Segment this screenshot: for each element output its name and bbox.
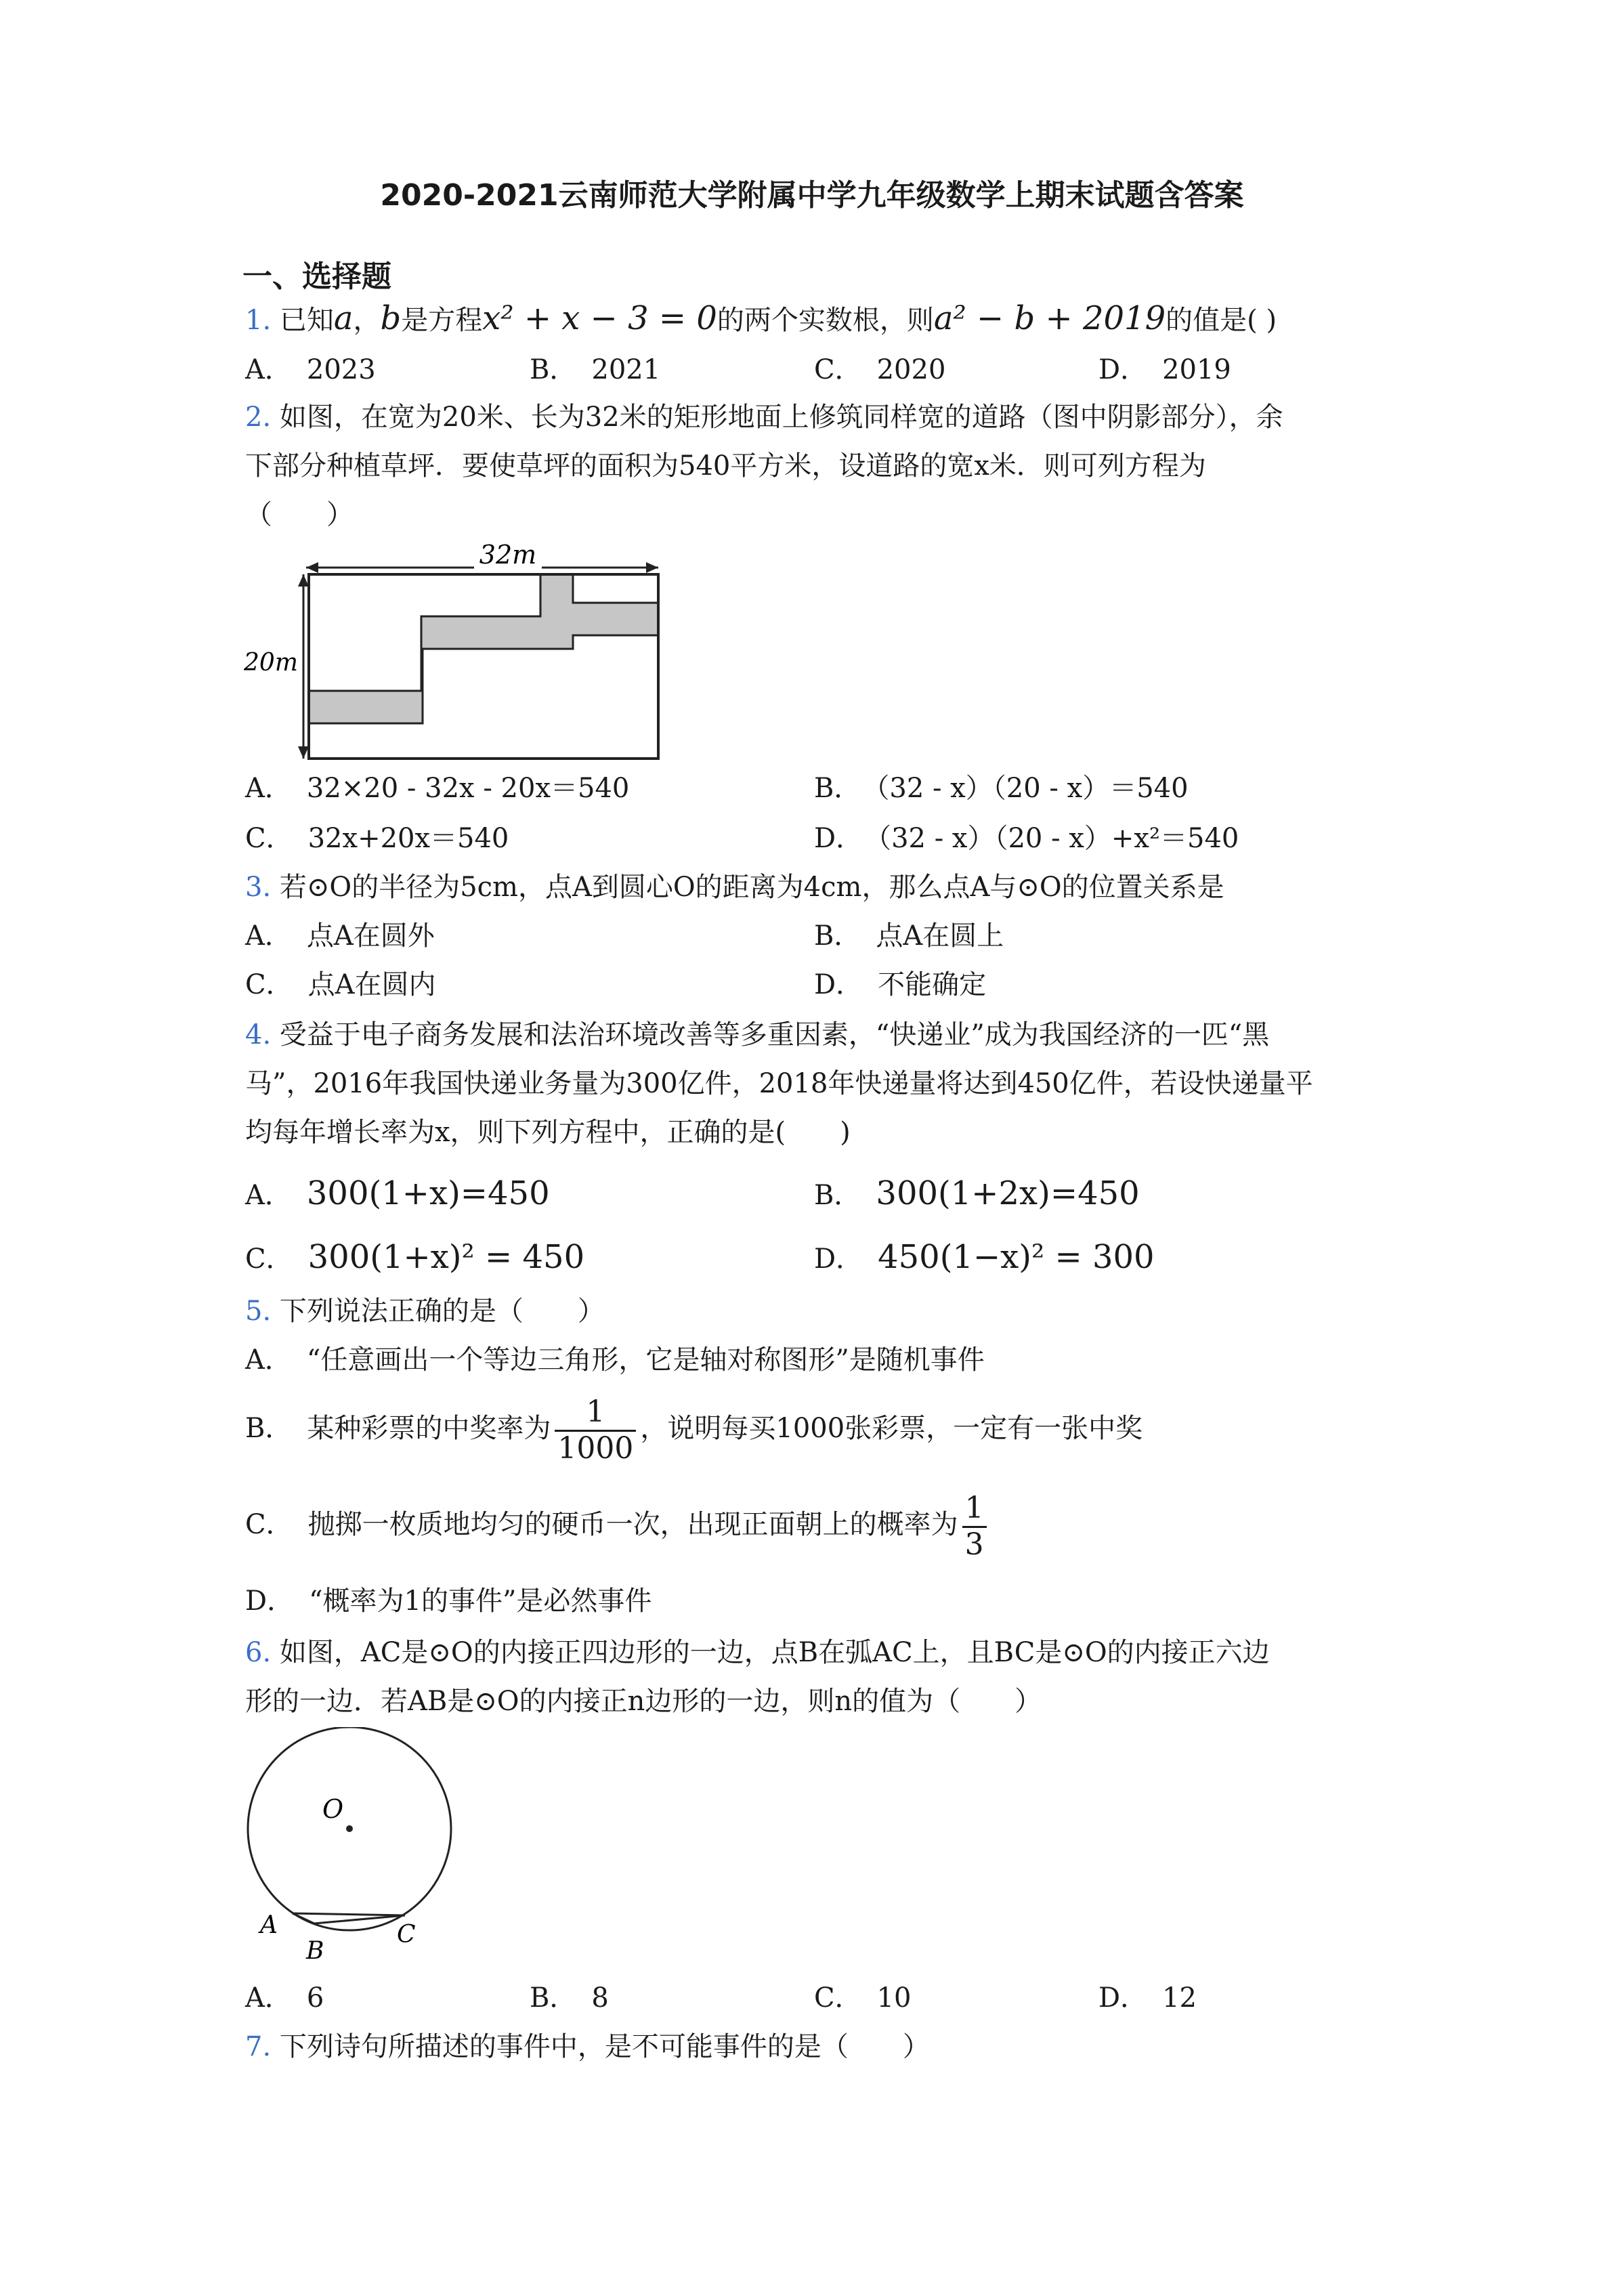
- fraction: $\frac{1}{3}$: [962, 1491, 987, 1562]
- q4-option-d: D． 450(1−x)² = 300: [814, 1238, 1155, 1276]
- q6-option-d: D． 12: [1098, 1982, 1197, 2014]
- q2-option-a: A． 32×20 - 32x - 20x＝540: [245, 773, 630, 804]
- point-b-label: B: [306, 1937, 324, 1964]
- question-number: 3.: [245, 872, 272, 903]
- q6-option-b: B． 8: [530, 1982, 609, 2014]
- width-label: 32m: [479, 540, 537, 570]
- road-figure: [244, 535, 677, 765]
- q6-option-c: C． 10: [814, 1982, 912, 2014]
- question-7: 7. 下列诗句所描述的事件中，是不可能事件的是（ ）: [245, 2031, 930, 2062]
- question-4-line-2: 马”，2016年我国快递业务量为300亿件，2018年快递量将达到450亿件，若设快递量平: [245, 1068, 1313, 1099]
- question-4-line-3: 均每年增长率为x，则下列方程中，正确的是( ): [245, 1117, 851, 1148]
- question-1: 1. 已知a，b是方程x² + x − 3 = 0的两个实数根，则a² − b + 2019的值是( ): [245, 299, 1277, 337]
- q1-option-d: D． 2019: [1098, 354, 1231, 385]
- q1-option-c: C． 2020: [814, 354, 946, 385]
- question-3: 3. 若⊙O的半径为5cm，点A到圆心O的距离为4cm，那么点A与⊙O的位置关系是: [245, 872, 1224, 903]
- question-5: 5. 下列说法正确的是（ ）: [245, 1296, 605, 1327]
- question-number: 7.: [245, 2031, 272, 2062]
- q2-option-c: C． 32x+20x＝540: [245, 823, 509, 854]
- question-2-line-3: （ ）: [245, 499, 354, 530]
- question-number: 1.: [245, 305, 272, 336]
- q3-option-c: C． 点A在圆内: [245, 969, 436, 1000]
- height-label: 20m: [244, 649, 298, 677]
- q5-option-a: A． “任意画出一个等边三角形，它是轴对称图形”是随机事件: [245, 1344, 985, 1376]
- question-number: 2.: [245, 402, 272, 433]
- q1-option-b: B． 2021: [530, 354, 661, 385]
- question-number: 6.: [245, 1637, 272, 1668]
- question-4: 4. 受益于电子商务发展和法治环境改善等多重因素，“快递业”成为我国经济的一匹“黑: [245, 1019, 1270, 1050]
- question-2-line-2: 下部分种植草坪．要使草坪的面积为540平方米，设道路的宽x米．则可列方程为: [245, 450, 1206, 482]
- center-label: O: [322, 1794, 344, 1824]
- q2-option-b: B． （32 - x）（20 - x）＝540: [814, 773, 1189, 804]
- q5-option-d: D． “概率为1的事件”是必然事件: [245, 1586, 652, 1617]
- question-number: 5.: [245, 1296, 272, 1327]
- question-6-line-2: 形的一边．若AB是⊙O的内接正n边形的一边，则n的值为（ ）: [245, 1686, 1042, 1717]
- road-shading: [309, 574, 658, 723]
- q2-option-d: D． （32 - x）（20 - x）+x²＝540: [814, 823, 1239, 854]
- page-title: 2020-2021云南师范大学附属中学九年级数学上期末试题含答案: [380, 178, 1244, 213]
- q5-option-c: C． 抛掷一枚质地均匀的硬币一次，出现正面朝上的概率为 $\frac{1}{3}$: [245, 1491, 991, 1562]
- equation: x² + x − 3 = 0: [482, 299, 717, 337]
- q5-option-b: B． 某种彩票的中奖率为 $\frac{1}{1000}$ ，说明每买1000张彩票，一定有一张中奖: [245, 1395, 1143, 1466]
- q3-option-d: D． 不能确定: [814, 969, 987, 1000]
- q4-option-c: C． 300(1+x)² = 450: [245, 1238, 585, 1276]
- fraction: $\frac{1}{1000}$: [555, 1395, 636, 1466]
- circle-figure: [244, 1727, 467, 1964]
- q3-option-b: B． 点A在圆上: [814, 920, 1004, 952]
- q3-option-a: A． 点A在圆外: [245, 920, 435, 952]
- question-2: 2. 如图，在宽为20米、长为32米的矩形地面上修筑同样宽的道路（图中阴影部分），余: [245, 402, 1283, 433]
- q1-option-a: A． 2023: [245, 354, 376, 385]
- section-heading: 一、选择题: [242, 259, 391, 294]
- point-a-label: A: [260, 1911, 278, 1939]
- q4-option-b: B． 300(1+2x)=450: [814, 1174, 1140, 1212]
- q6-option-a: A． 6: [245, 1982, 324, 2014]
- question-6: 6. 如图，AC是⊙O的内接正四边形的一边，点B在弧AC上，且BC是⊙O的内接正六边: [245, 1637, 1270, 1668]
- q4-option-a: A． 300(1+x)=450: [245, 1174, 550, 1212]
- expression: a² − b + 2019: [933, 299, 1166, 337]
- point-c-label: C: [397, 1921, 416, 1949]
- question-number: 4.: [245, 1019, 272, 1050]
